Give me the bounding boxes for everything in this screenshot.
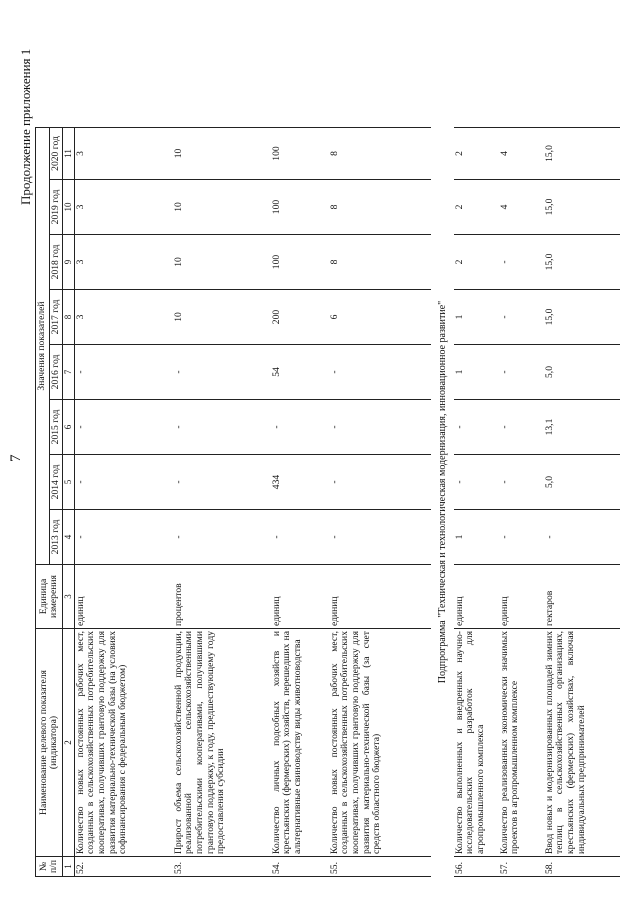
value-cell: 8 — [329, 235, 431, 290]
header-col-index: 11 — [63, 128, 74, 180]
value-cell: 1 — [454, 510, 499, 565]
table-row — [173, 128, 271, 877]
header-col-index: 4 — [63, 510, 74, 565]
value-cell: 3 — [74, 128, 173, 180]
value-cell: - — [74, 345, 173, 400]
value-cell: 100 — [271, 180, 329, 235]
table-row — [74, 128, 173, 877]
value-cell: - — [329, 400, 431, 455]
indicator-name: Количество реализованных экономически значимых проектов в агропромышленном комплексе — [499, 629, 544, 857]
header-values-group: Значения показателей — [36, 128, 50, 565]
value-cell: - — [499, 345, 544, 400]
header-col-index: 1 — [63, 857, 74, 877]
header-year: 2018 год — [49, 235, 63, 290]
value-cell: 15,0 — [544, 290, 620, 345]
value-cell: - — [329, 345, 431, 400]
value-cell: - — [454, 455, 499, 510]
unit-cell: гектаров — [544, 565, 620, 629]
table-row — [271, 128, 329, 877]
value-cell: - — [173, 455, 271, 510]
value-cell: - — [499, 400, 544, 455]
value-cell: 15,0 — [544, 180, 620, 235]
value-cell: - — [454, 400, 499, 455]
appendix-note: Продолжение приложения 1 — [18, 48, 33, 205]
value-cell: 54 — [271, 345, 329, 400]
indicator-name: Количество новых постоянных рабочих мест, созданных в сельскохозяйственных потребительских кооперативах, получивших грантовую поддержку для развития материально-технической базы (за счет средств областного бюджета) — [329, 629, 431, 857]
header-col-index: 9 — [63, 235, 74, 290]
value-cell: 15,0 — [544, 235, 620, 290]
value-cell: 1 — [454, 290, 499, 345]
value-cell: - — [271, 510, 329, 565]
header-unit: Единица измерения — [36, 565, 63, 629]
indicator-name: Количество выполненных и внедренных научно-исследовательских разработок для агропромышленного комплекса — [454, 629, 499, 857]
header-no: № п/п — [36, 857, 63, 877]
indicator-name: Прирост объема сельскохозяйственной продукции, реализованной сельскохозяйственными потребительскими кооперативами, получившими грантовую поддержку, к году, предшествующему году предоставления субсидии — [173, 629, 271, 857]
page-number: 7 — [8, 454, 24, 462]
value-cell: 3 — [74, 180, 173, 235]
header-col-index: 5 — [63, 455, 74, 510]
value-cell: 8 — [329, 180, 431, 235]
value-cell: 2 — [454, 128, 499, 180]
subprogram-row — [431, 128, 454, 877]
table-row — [454, 128, 499, 877]
table-row — [499, 128, 544, 877]
table-row — [329, 128, 431, 877]
value-cell: - — [74, 400, 173, 455]
value-cell: 100 — [271, 235, 329, 290]
subprogram-spacer — [431, 857, 454, 877]
value-cell: 15,0 — [544, 128, 620, 180]
value-cell: - — [329, 510, 431, 565]
value-cell: - — [173, 400, 271, 455]
row-number: 52. — [74, 857, 173, 877]
value-cell: 3 — [74, 235, 173, 290]
header-index-row — [63, 128, 74, 877]
header-col-index: 3 — [63, 565, 74, 629]
row-number: 54. — [271, 857, 329, 877]
value-cell: 5,0 — [544, 345, 620, 400]
value-cell: - — [499, 290, 544, 345]
row-number: 58. — [544, 857, 620, 877]
value-cell: 10 — [173, 290, 271, 345]
indicator-name: Количество личных подсобных хозяйств и крестьянских (фермерских) хозяйств, перешедших на альтернативные свиноводству виды животноводства — [271, 629, 329, 857]
header-col-index: 7 — [63, 345, 74, 400]
value-cell: 4 — [499, 128, 544, 180]
unit-cell: единиц — [74, 565, 173, 629]
indicators-table — [35, 127, 620, 877]
indicator-name: Количество новых постоянных рабочих мест, созданных в сельскохозяйственных потребительских кооперативах, получивших грантовую поддержку для развития материально-технической базы (на условиях софинансирования с федеральным бюджетом) — [74, 629, 173, 857]
value-cell: - — [173, 510, 271, 565]
value-cell: 10 — [173, 128, 271, 180]
value-cell: 10 — [173, 235, 271, 290]
value-cell: - — [271, 400, 329, 455]
value-cell: 6 — [329, 290, 431, 345]
header-year: 2014 год — [49, 455, 63, 510]
value-cell: 100 — [271, 128, 329, 180]
value-cell: 4 — [499, 180, 544, 235]
unit-cell: единиц — [329, 565, 431, 629]
header-year: 2017 год — [49, 290, 63, 345]
value-cell: - — [329, 455, 431, 510]
unit-cell: процентов — [173, 565, 271, 629]
value-cell: 434 — [271, 455, 329, 510]
value-cell: - — [74, 455, 173, 510]
value-cell: 200 — [271, 290, 329, 345]
value-cell: - — [74, 510, 173, 565]
row-number: 53. — [173, 857, 271, 877]
header-year: 2016 год — [49, 345, 63, 400]
indicator-name: Ввод новых и модернизированных площадей зимних теплиц в сельскохозяйственных организациях, крестьянских (фермерских) хозяйствах, включая индивидуальных предпринимателей — [544, 629, 620, 857]
value-cell: - — [499, 235, 544, 290]
row-number: 56. — [454, 857, 499, 877]
value-cell: 3 — [74, 290, 173, 345]
header-col-index: 8 — [63, 290, 74, 345]
value-cell: 2 — [454, 180, 499, 235]
value-cell: - — [499, 455, 544, 510]
header-col-index: 10 — [63, 180, 74, 235]
header-year: 2013 год — [49, 510, 63, 565]
table-row — [544, 128, 620, 877]
value-cell: - — [173, 345, 271, 400]
subprogram-title: Подпрограмма "Техническая и технологическая модернизация, инновационное развитие" — [436, 300, 448, 684]
value-cell: - — [499, 510, 544, 565]
header-col-index: 2 — [63, 629, 74, 857]
row-number: 57. — [499, 857, 544, 877]
header-name: Наименование целевого показателя (индикатора) — [36, 629, 63, 857]
header-year: 2015 год — [49, 400, 63, 455]
value-cell: 1 — [454, 345, 499, 400]
value-cell: 2 — [454, 235, 499, 290]
header-col-index: 6 — [63, 400, 74, 455]
value-cell: - — [544, 510, 620, 565]
value-cell: 13,1 — [544, 400, 620, 455]
value-cell: 5,0 — [544, 455, 620, 510]
unit-cell: единиц — [454, 565, 499, 629]
value-cell: 8 — [329, 128, 431, 180]
row-number: 55. — [329, 857, 431, 877]
header-year: 2020 год — [49, 128, 63, 180]
unit-cell: единиц — [271, 565, 329, 629]
unit-cell: единиц — [499, 565, 544, 629]
value-cell: 10 — [173, 180, 271, 235]
header-year: 2019 год — [49, 180, 63, 235]
